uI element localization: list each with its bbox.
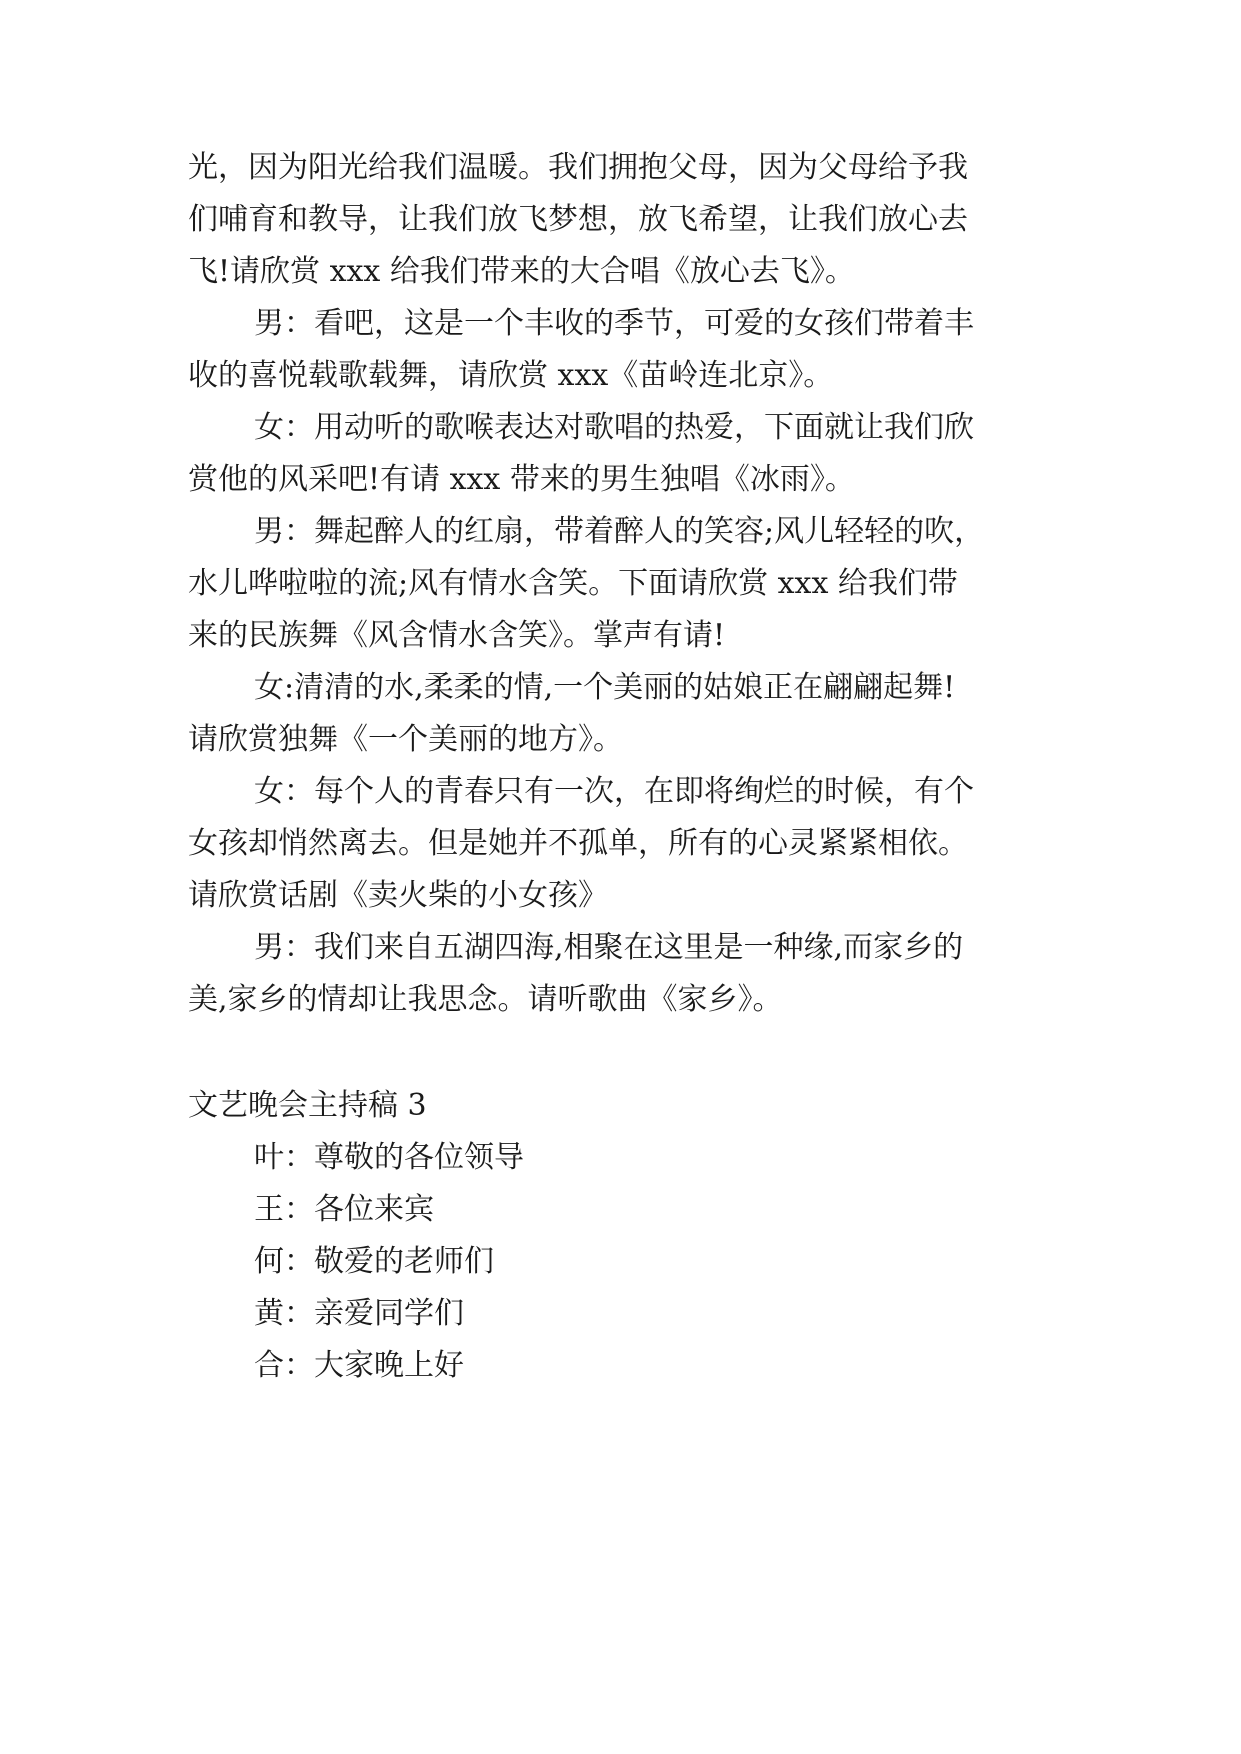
paragraph-line: 请欣赏独舞《一个美丽的地方》。 <box>188 722 623 757</box>
paragraph-line: 光，因为阳光给我们温暖。我们拥抱父母，因为父母给予我 <box>188 150 968 185</box>
paragraph-line: 女:清清的水,柔柔的情,一个美丽的姑娘正在翩翩起舞! <box>254 670 956 705</box>
paragraph-line: 女：用动听的歌喉表达对歌唱的热爱，下面就让我们欣 <box>254 410 974 445</box>
paragraph-line: 收的喜悦载歌载舞，请欣赏 xxx《苗岭连北京》。 <box>188 358 834 393</box>
paragraph-line: 美,家乡的情却让我思念。请听歌曲《家乡》。 <box>188 982 783 1017</box>
paragraph-line: 赏他的风采吧!有请 xxx 带来的男生独唱《冰雨》。 <box>188 462 855 497</box>
paragraph-line: 女孩却悄然离去。但是她并不孤单，所有的心灵紧紧相依。 <box>188 826 968 861</box>
paragraph-line: 们哺育和教导，让我们放飞梦想，放飞希望，让我们放心去 <box>188 202 968 237</box>
paragraph-line: 请欣赏话剧《卖火柴的小女孩》 <box>188 878 608 913</box>
dialogue-line: 何：敬爱的老师们 <box>254 1244 494 1279</box>
paragraph-line: 男：看吧，这是一个丰收的季节，可爱的女孩们带着丰 <box>254 306 974 341</box>
paragraph-line: 水儿哗啦啦的流;风有情水含笑。下面请欣赏 xxx 给我们带 <box>188 566 958 601</box>
section-title: 文艺晚会主持稿 3 <box>188 1088 427 1123</box>
paragraph-line: 来的民族舞《风含情水含笑》。掌声有请! <box>188 618 726 653</box>
paragraph-line: 男：舞起醉人的红扇，带着醉人的笑容;风儿轻轻的吹， <box>254 514 985 549</box>
paragraph-line: 男：我们来自五湖四海,相聚在这里是一种缘,而家乡的 <box>254 930 964 965</box>
dialogue-line: 黄：亲爱同学们 <box>254 1296 464 1331</box>
paragraph-line: 飞!请欣赏 xxx 给我们带来的大合唱《放心去飞》。 <box>188 254 855 289</box>
paragraph-line: 女：每个人的青春只有一次，在即将绚烂的时候，有个 <box>254 774 974 809</box>
dialogue-line: 合：大家晚上好 <box>254 1348 464 1383</box>
dialogue-line: 叶：尊敬的各位领导 <box>254 1140 524 1175</box>
dialogue-line: 王：各位来宾 <box>254 1192 434 1227</box>
